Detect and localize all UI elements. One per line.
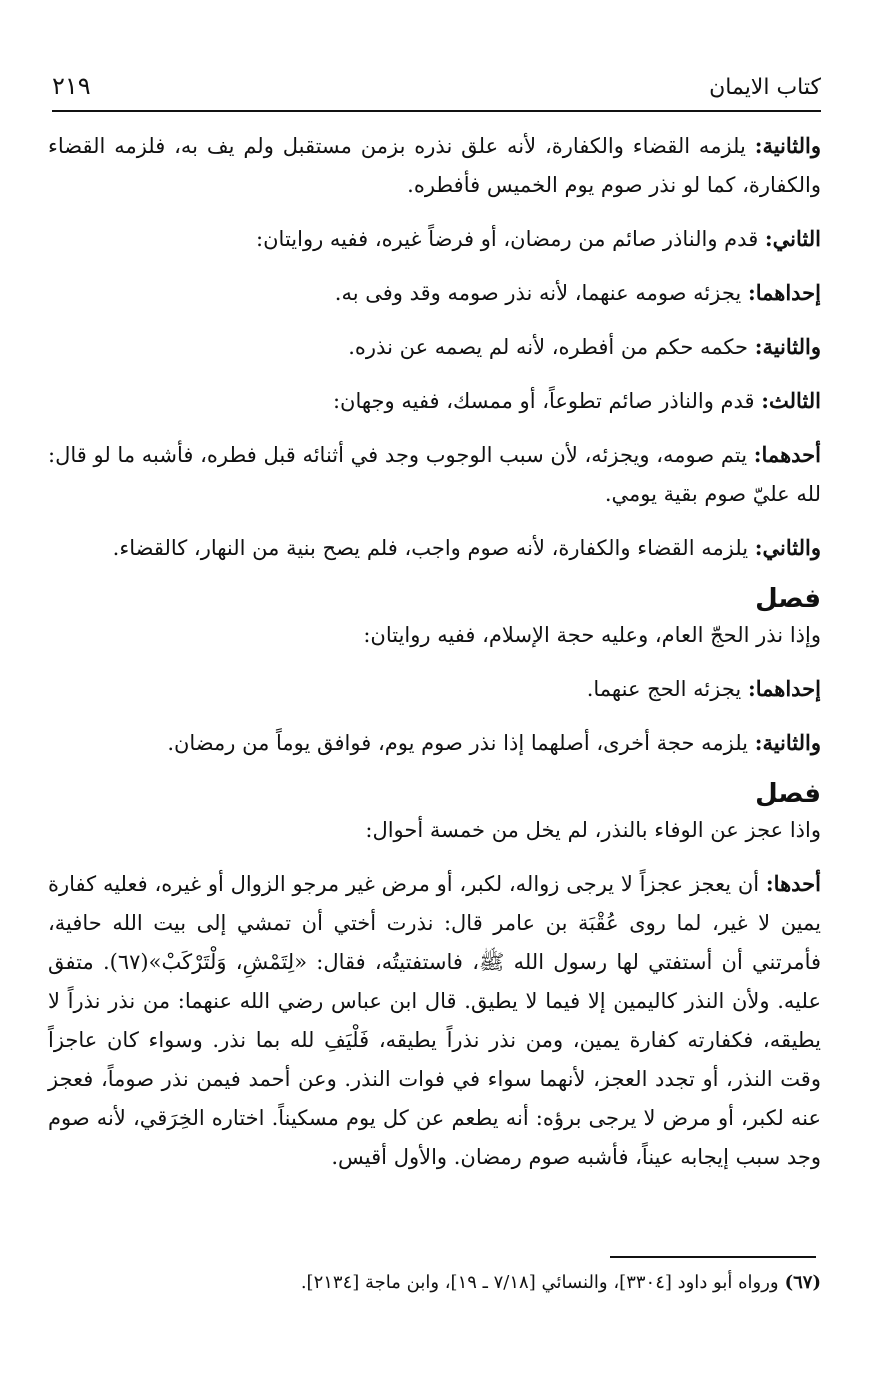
footnote-divider bbox=[610, 1256, 816, 1258]
paragraph-lead: والثاني: bbox=[754, 535, 821, 560]
paragraph-lead: الثاني: bbox=[764, 226, 821, 251]
paragraph-text: قدم والناذر صائم من رمضان، أو فرضاً غيره، ففيه روايتان: bbox=[256, 227, 765, 251]
paragraph bbox=[48, 528, 821, 568]
paragraph-lead: والثانية: bbox=[754, 334, 821, 359]
paragraph-lead: والثانية: bbox=[754, 133, 821, 158]
footnote-text: ورواه أبو داود [٣٣٠٤]، والنسائي [٧/١٨ ـ ١٩]، وابن ماجة [٢١٣٤]. bbox=[300, 1272, 779, 1293]
running-title: كتاب الايمان bbox=[709, 75, 821, 100]
footnote bbox=[52, 1266, 821, 1300]
section-intro: واذا عجز عن الوفاء بالنذر، لم يخل من خمسة أحوال: bbox=[365, 818, 821, 842]
paragraph-lead: إحداهما: bbox=[747, 280, 821, 305]
paragraph bbox=[48, 435, 821, 514]
paragraph-text: يجزئه صومه عنهما، لأنه نذر صومه وقد وفى به. bbox=[334, 281, 748, 305]
page-number: ٢١٩ bbox=[52, 72, 91, 100]
paragraph-text: يلزمه القضاء والكفارة، لأنه علق نذره بزمن مستقبل ولم يف به، فلزمه القضاء والكفارة، كما لو نذر صوم يوم الخميس فأفطره. bbox=[48, 134, 821, 197]
section-heading: فصل bbox=[755, 779, 821, 809]
section-heading: فصل bbox=[755, 584, 821, 614]
paragraph-lead: إحداهما: bbox=[747, 676, 821, 701]
paragraph-text: يلزمه القضاء والكفارة، لأنه صوم واجب، فلم يصح بنية من النهار، كالقضاء. bbox=[112, 536, 755, 560]
paragraph-lead: والثانية: bbox=[754, 730, 821, 755]
paragraph bbox=[48, 864, 821, 1177]
paragraph bbox=[48, 126, 821, 205]
paragraph bbox=[48, 723, 821, 763]
page-body bbox=[48, 126, 821, 1191]
paragraph-lead: أحدها: bbox=[765, 871, 821, 896]
paragraph bbox=[48, 381, 821, 421]
paragraph bbox=[48, 219, 821, 259]
paragraph-lead: أحدهما: bbox=[753, 442, 821, 467]
paragraph bbox=[48, 669, 821, 709]
paragraph-text: يلزمه حجة أخرى، أصلهما إذا نذر صوم يوم، فوافق يوماً من رمضان. bbox=[167, 731, 755, 755]
paragraph-text: يتم صومه، ويجزئه، لأن سبب الوجوب وجد في أثنائه قبل فطره، فأشبه ما لو قال: لله عليّ صوم بقية يومي. bbox=[48, 443, 821, 506]
page-header bbox=[52, 60, 821, 112]
paragraph-lead: الثالث: bbox=[761, 388, 821, 413]
paragraph-text: قدم والناذر صائم تطوعاً، أو ممسك، ففيه وجهان: bbox=[332, 389, 762, 413]
paragraph-text: أن يعجز عجزاً لا يرجى زواله، لكبر، أو مرض غير مرجو الزوال أو غيره، فعليه كفارة يمين لا غير، لما روى عُقْبَة بن عامر قال: نذرت أختي أن تمشي إلى بيت الله حافية، فأمرتني أن أستفتي لها رسول الله ﷺ، فاستفتيتُه، فقال: «لِتَمْشِ، وَلْتَرْكَبْ»(٦٧). متفق عليه. ولأن النذر كاليمين إلا فيما لا يطيق. قال ابن عباس رضي الله عنهما: من نذر نذراً لا يطيقه، فكفارته كفارة يمين، ومن نذر نذراً يطيقه، فَلْيَفِ لله بما نذر. وسواء كان عاجزاً وقت النذر، أو تجدد العجز، لأنهما سواء في فوات النذر. وعن أحمد فيمن نذر صوماً، فعجز عنه لكبر، أو مرض لا يرجى برؤه: أنه يطعم عن كل يوم مسكيناً. اختاره الخِرَقي، لأنه صوم وجد سبب إيجابه عيناً، فأشبه صوم رمضان. والأول أقيس. bbox=[48, 872, 822, 1169]
paragraph-text: حكمه حكم من أفطره، لأنه لم يصمه عن نذره. bbox=[348, 335, 755, 359]
paragraph-text: يجزئه الحج عنهما. bbox=[586, 677, 748, 701]
section-intro: وإذا نذر الحجّ العام، وعليه حجة الإسلام، ففيه روايتان: bbox=[363, 623, 821, 647]
paragraph bbox=[48, 273, 821, 313]
footnote-number: (٦٧) bbox=[784, 1272, 821, 1293]
paragraph bbox=[48, 327, 821, 367]
